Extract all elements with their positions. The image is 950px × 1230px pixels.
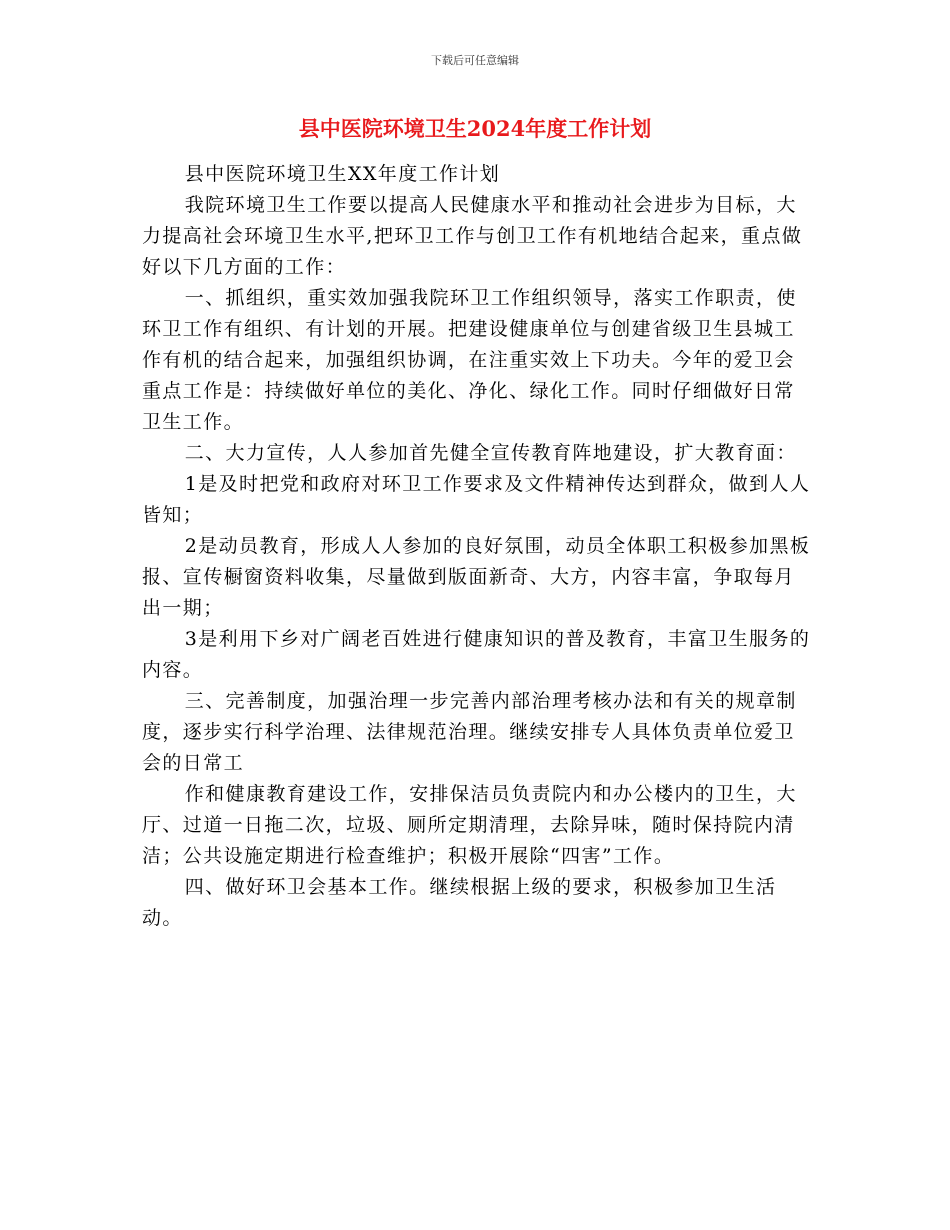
paragraph-intro: 我院环境卫生工作要以提高人民健康水平和推动社会进步为目标，大力提高社会环境卫生水平,把环卫工作与创卫工作有机地结合起来，重点做好以下几方面的工作： bbox=[142, 194, 803, 278]
paragraph-section-4: 四、做好环卫会基本工作。继续根据上级的要求，积极参加卫生活动。 bbox=[142, 876, 777, 929]
paragraph-item-2: 2是动员教育，形成人人参加的良好氛围，动员全体职工积极参加黑板报、宣传橱窗资料收集，尽量做到版面新奇、大方，内容丰富，争取每月出一期； bbox=[142, 535, 811, 619]
document-body bbox=[142, 159, 814, 934]
paragraph-section-1: 一、抓组织，重实效加强我院环卫工作组织领导，落实工作职责，使环卫工作有组织、有计划的开展。把建设健康单位与创建省级卫生县城工作有机的结合起来，加强组织协调，在注重实效上下功夫。今年的爱卫会重点工作是：持续做好单位的美化、净化、绿化工作。同时仔细做好日常卫生工作。 bbox=[142, 287, 797, 433]
paragraph-item-3: 3是利用下乡对广阔老百姓进行健康知识的普及教育，丰富卫生服务的内容。 bbox=[142, 628, 811, 681]
paragraph-section-3-continued: 作和健康教育建设工作，安排保洁员负责院内和办公楼内的卫生，大厅、过道一日拖二次，垃圾、厕所定期清理，去除异味，随时保持院内清洁；公共设施定期进行检查维护；积极开展除“四害”工作。 bbox=[142, 783, 797, 867]
document-title: 县中医院环境卫生2024年度工作计划 bbox=[298, 116, 652, 141]
paragraph-section-3: 三、完善制度，加强治理一步完善内部治理考核办法和有关的规章制度，逐步实行科学治理、法律规范治理。继续安排专人具体负责单位爱卫会的日常工 bbox=[142, 690, 797, 774]
paragraph-item-1: 1是及时把党和政府对环卫工作要求及文件精神传达到群众，做到人人皆知； bbox=[142, 473, 811, 526]
paragraph-section-2: 二、大力宣传，人人参加首先健全宣传教育阵地建设，扩大教育面： bbox=[184, 442, 797, 464]
page-header-note: 下载后可任意编辑 bbox=[431, 54, 519, 67]
paragraph-subtitle: 县中医院环境卫生XX年度工作计划 bbox=[184, 163, 501, 185]
